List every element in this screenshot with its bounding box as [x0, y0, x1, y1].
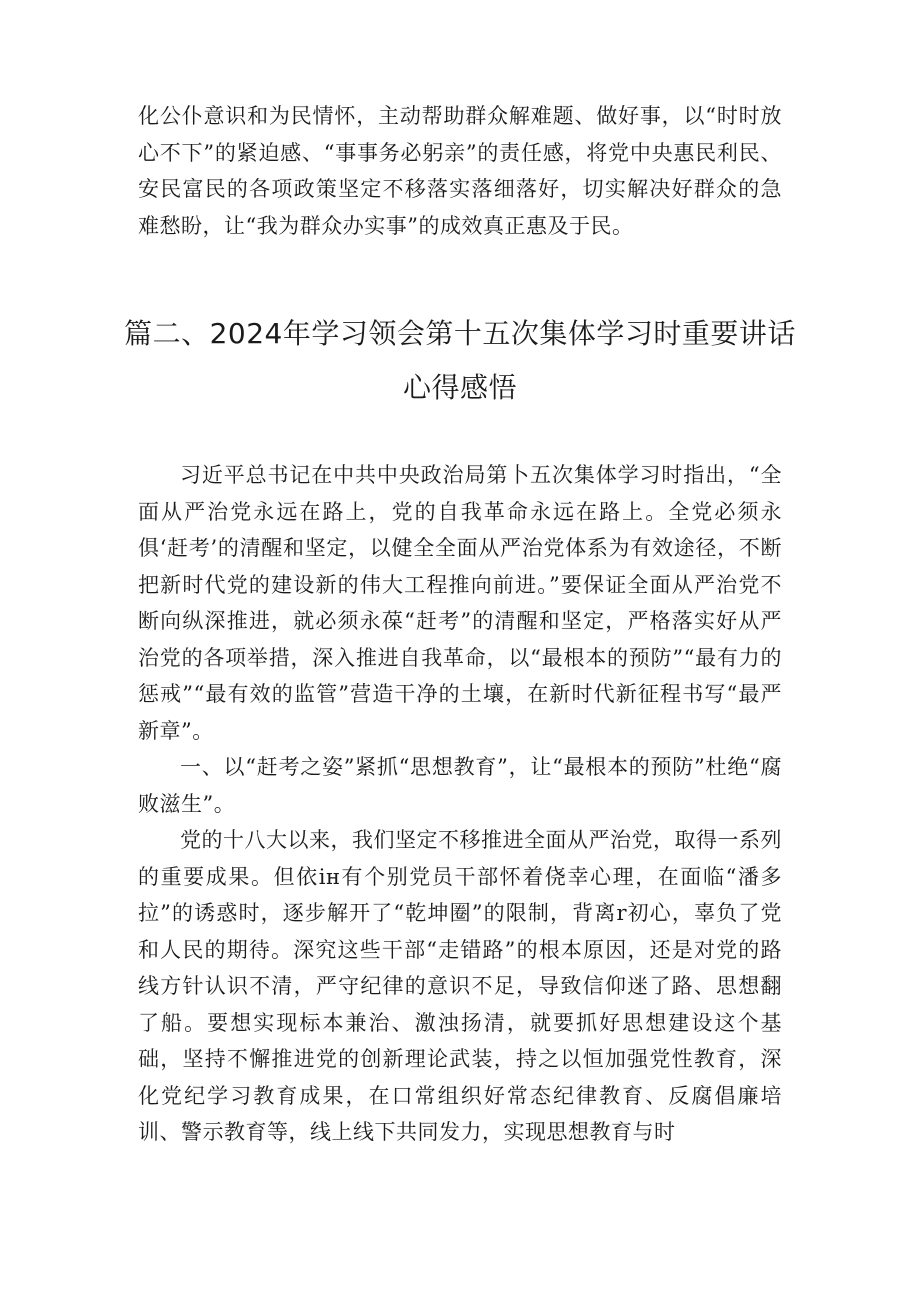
- article-body: [138, 457, 782, 1151]
- section-heading: 篇二、2024年学习领会第十五次集体学习时重要讲话心得感悟: [124, 317, 796, 404]
- paragraph-point-one-body: 党的十八大以来，我们坚定不移推进全面从严治党，取得一系列的重要成果。但依ін有个别党员干部怀着侥幸心理，在面临“潘多拉”的诱惑时，逐步解开了“乾坤圈”的限制，背离r初心，辜负了党和人民的期待。深究这些干部“走错路”的根本原因，还是对党的路线方针认识不清，严守纪律的意识不足，导致信仰迷了路、思想翻了船。要想实现标本兼治、激浊扬清，就要抓好思想建设这个基础，坚持不懈推进党的创新理论武装，持之以恒加强党性教育，深化党纪学习教育成果，在口常组织好常态纪律教育、反腐倡廉培训、警示教育等，线上线下共同发力，实现思想教育与时: [138, 828, 782, 1144]
- paragraph-intro: 习近平总书记在中共中央政治局第卜五次集体学习时指出，“全面从严治党永远在路上，党的自我革命永远在路上。全党必须永俱‘赶考’的清醒和坚定，以健全全面从严治党体系为有效途径，不断把新时代党的建设新的伟大工程推向前进。”要保证全面从严治党不断向纵深推进，就必须永葆“赶考”的清醒和坚定，严格落实好从严治党的各项举措，深入推进自我革命，以“最根本的预防”“最有力的惩戒”“最有效的监管”营造干净的土壤，在新时代新征程书写“最严新章”。: [138, 463, 782, 743]
- continuation-paragraph: 化公仆意识和为民情怀，主动帮助群众解难题、做好事，以“时时放心不下”的紧迫感、“事事务必躬亲”的责任感，将党中央惠民利民、安民富民的各项政策坚定不移落实落细落好，切实解决好群众的急难愁盼，让“我为群众办实事”的成效真正惠及于民。: [138, 104, 782, 238]
- paragraph-point-one-heading: 一、以“赶考之姿”紧抓“思想教育”，让“最根本的预防”杜绝“腐败滋生”。: [138, 755, 782, 816]
